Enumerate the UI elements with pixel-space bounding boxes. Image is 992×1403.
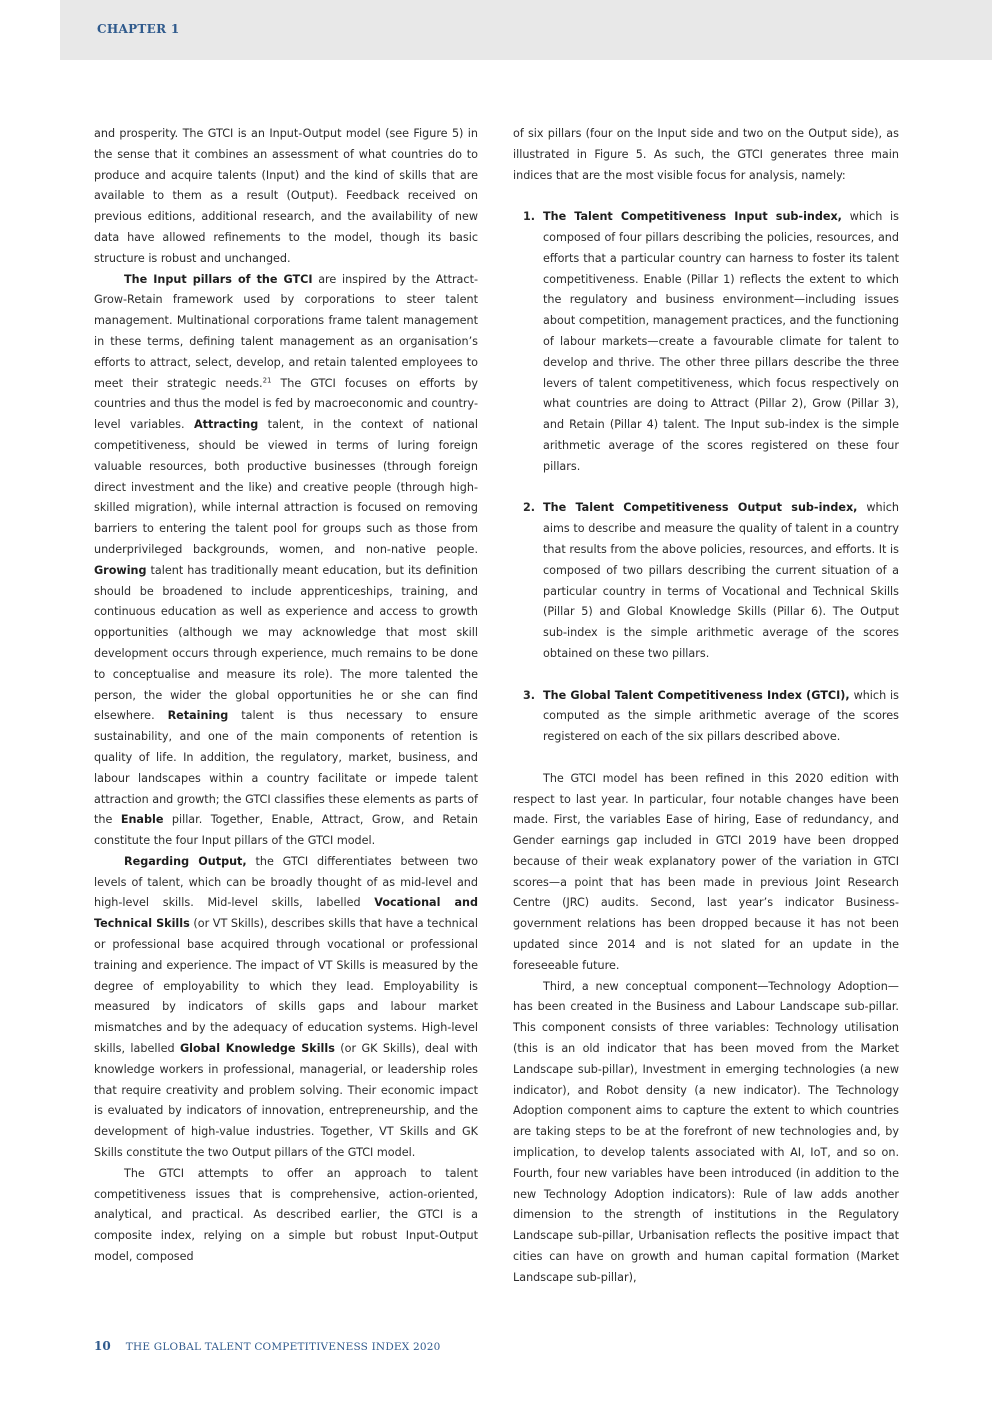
publication-title: THE GLOBAL TALENT COMPETITIVENESS INDEX 2020 [125, 1341, 441, 1353]
term-vt-skills: Vocational and Technical Skills [94, 896, 478, 931]
text-run: The GTCI focuses on efforts by countries and thus the model is fed by macroeconomic and country-level variables. [94, 376, 478, 432]
text-run: the GTCI differentiates between two levels of talent, which can be broadly thought of as mid-level and high-level skills. Mid-level skills, labelled [94, 854, 478, 910]
list-item-text: which is composed of four pillars describing the policies, resources, and efforts that a particular country can harness to foster its talent competitiveness. Enable (Pillar 1) reflects the extent to which the regulatory and business environment—including issues about competition, management practices, and the functioning of labour markets—create a favourable climate for talent to develop and thrive. The other three pillars describe the three levers of talent competitiveness, which focus respectively on what countries are doing to Attract (Pillar 2), Grow (Pillar 3), and Retain (Pillar 4) talent. The Input sub-index is the simple arithmetic average of the scores registered on these four pillars. [543, 210, 899, 473]
left-paragraph-1: and prosperity. The GTCI is an Input-Output model (see Figure 5) in the sense that it combines an assessment of what countries do to produce and acquire talents (Input) and the kind of skills that are available to them as a result (Output). Feedback received on previous editions, additional research, and the availability of new data have allowed refinements to the model, though its basic structure is robust and unchanged. [94, 127, 478, 265]
list-item-text: which aims to describe and measure the quality of talent in a country that results from the above policies, resources, and efforts. It is composed of two pillars describing the current situation of a particular country in terms of Vocational and Technical Skills (Pillar 5) and Global Knowledge Skills (Pillar 6). The Output sub-index is the simple arithmetic average of the scores obtained on these two pillars. [543, 501, 899, 660]
list-number: 3. [523, 688, 536, 702]
term-growing: Growing [94, 563, 147, 577]
list-item [513, 498, 899, 664]
left-paragraph-4: The GTCI attempts to offer an approach to talent competitiveness issues that is comprehensive, action-oriented, analytical, and practical. As described earlier, the GTCI is a composite index, relying on a simple but robust Input-Output model, composed [94, 1166, 478, 1264]
term-input-pillars: The Input pillars of the GTCI [124, 272, 313, 286]
left-paragraph-input-pillars [94, 270, 478, 852]
page-number: 10 [94, 1339, 111, 1353]
left-paragraph-output [94, 852, 478, 1164]
text-run: pillar. Together, Enable, Attract, Grow, and Retain constitute the four Input pillars of the GTCI model. [94, 813, 478, 848]
list-item-title: The Talent Competitiveness Input sub-index, [543, 210, 842, 224]
chapter-label: CHAPTER 1 [97, 22, 180, 36]
page-footer [94, 1335, 441, 1354]
list-item [513, 207, 899, 477]
text-run: talent has traditionally meant education, but its definition should be broadened to include apprenticeships, training, and continuous education as well as experience and access to growth opportunities (although we may acknowledge that most skill development occurs through experience, much remains to be done to conceptualise and measure its role). The more talented the person, the wider the global opportunities he or she can find elsewhere. [94, 563, 478, 723]
header-band [60, 0, 992, 60]
text-run: (or VT Skills), describes skills that have a technical or professional base acquired through vocational or professional training and experience. The impact of VT Skills is measured by the degree of employability to which they lead. Employability is measured by indicators of skills gaps and labour market mismatches and by the adequacy of education systems. High-level skills, labelled [94, 917, 478, 1056]
term-enable: Enable [120, 813, 164, 827]
footnote-ref-21: 21 [262, 375, 272, 384]
text-run: talent is thus necessary to ensure sustainability, and one of the main components of retention is quality of life. In addition, the regulatory, market, business, and labour landscapes within a country facilitate or impede talent attraction and growth; the GTCI classifies these elements as parts of the [94, 709, 478, 827]
text-run: are inspired by the Attract-Grow-Retain framework used by corporations to steer talent management. Multinational corporations frame talent management in these terms, defining talent management as an organisation’s efforts to attract, select, develop, and retain talented employees to meet their strategic needs. [94, 272, 478, 390]
term-attracting: Attracting [194, 418, 259, 432]
list-number: 1. [523, 210, 536, 224]
left-column [94, 124, 478, 1268]
term-gk-skills: Global Knowledge Skills [179, 1042, 335, 1056]
list-item [513, 686, 899, 748]
list-item-title: The Talent Competitiveness Output sub-index, [543, 501, 858, 515]
list-item-text: which is computed as the simple arithmetic average of the scores registered on each of the six pillars described above. [543, 688, 899, 744]
right-paragraph-3: Third, a new conceptual component—Technology Adoption—has been created in the Business and Labour Landscape sub-pillar. This component consists of three variables: Technology utilisation (this is an old indicator that has been moved from the Market Landscape sub-pillar), Investment in emerging technologies (a new indicator), and Robot density (a new indicator). The Technology Adoption component aims to capture the extent to which countries are taking steps to be at the forefront of new technologies and, by implication, to develop talents associated with AI, IoT, and so on. Fourth, four new variables have been introduced (in addition to the new Technology Adoption indicators): Rule of law adds another dimension to the strength of institutions in the Regulatory Landscape sub-pillar, Urbanisation reflects the positive impact that cities can have on growth and human capital formation (Market Landscape sub-pillar), [513, 979, 899, 1284]
right-paragraph-1: of six pillars (four on the Input side and two on the Output side), as illustrated in Figure 5. As such, the GTCI generates three main indices that are the most visible focus for analysis, namely: [513, 127, 899, 182]
right-column [513, 124, 899, 1289]
text-run: (or GK Skills), deal with knowledge workers in professional, managerial, or leadership roles that require creativity and problem solving. Their economic impact is evaluated by indicators of innovation, entrepreneurship, and the development of high-value industries. Together, VT Skills and GK Skills constitute the two Output pillars of the GTCI model. [94, 1042, 479, 1160]
list-number: 2. [523, 501, 536, 515]
right-paragraph-2: The GTCI model has been refined in this 2020 edition with respect to last year. In particular, four notable changes have been made. First, the variables Ease of hiring, Ease of redundancy, and Gender earnings gap included in GTCI 2019 have been dropped because of their weak explanatory power of the variation in GTCI scores—a point that has been made in previous Joint Research Centre (JRC) audits. Second, last year’s indicator Business-government relations has been dropped because it has not been updated since 2014 and is not slated for an update in the foreseeable future. [513, 771, 899, 972]
list-item-title: The Global Talent Competitiveness Index (GTCI), [543, 688, 850, 702]
text-run: talent, in the context of national competitiveness, should be viewed in terms of luring foreign valuable resources, both productive businesses (through foreign direct investment and the like) and creative people (through high-skilled migration), while internal attraction is focused on removing barriers to entering the talent pool for groups such as those from underprivileged backgrounds, women, and non-native people. [94, 418, 479, 556]
term-regarding-output: Regarding Output, [124, 854, 247, 868]
term-retaining: Retaining [167, 709, 229, 723]
